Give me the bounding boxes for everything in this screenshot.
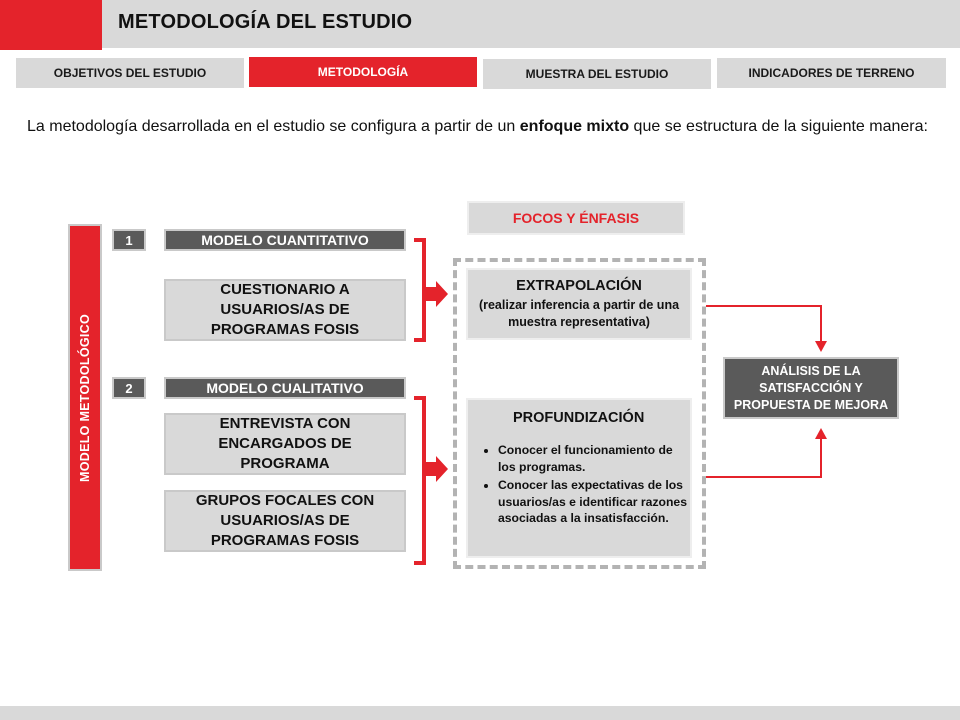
vertical-model-label: MODELO METODOLÓGICO: [78, 313, 92, 482]
intro-text-after: que se estructura de la siguiente manera:: [629, 118, 928, 135]
bracket-model1: [414, 240, 424, 340]
block-arrow-model1: [426, 281, 448, 307]
model1-box-cuestionario: CUESTIONARIO A USUARIOS/AS DE PROGRAMAS FOSIS: [164, 279, 406, 341]
model1-number: 1: [112, 229, 146, 251]
model2-title: MODELO CUALITATIVO: [164, 377, 406, 399]
intro-text-before: La metodología desarrollada en el estudio se configura a partir de un: [27, 118, 520, 135]
extrapolacion-title: EXTRAPOLACIÓN: [516, 278, 642, 294]
extrapolacion-subtitle: (realizar inferencia a partir de una muestra representativa): [478, 298, 680, 329]
tab-metodologia[interactable]: METODOLOGÍA: [249, 57, 477, 87]
arrow-profundizacion-to-analisis: [706, 438, 821, 477]
bracket-model2: [414, 398, 424, 563]
model2-box-grupos-focales: GRUPOS FOCALES CON USUARIOS/AS DE PROGRAMAS FOSIS: [164, 490, 406, 552]
arrowhead-up: [815, 428, 827, 439]
profundizacion-title: PROFUNDIZACIÓN: [513, 410, 645, 426]
intro-text-bold: enfoque mixto: [519, 118, 630, 135]
arrowhead-down: [815, 341, 827, 352]
profundizacion-bullet: • Conocer las expectativas de los usuarios/as e identificar razones asociadas a la insatisfacción.: [498, 477, 688, 527]
tab-objetivos[interactable]: OBJETIVOS DEL ESTUDIO: [16, 58, 244, 88]
block-arrow-model2: [426, 456, 448, 482]
arrow-extrapolacion-to-analisis: [706, 306, 821, 342]
analisis-box: ANÁLISIS DE LA SATISFACCIÓN Y PROPUESTA DE MEJORA: [723, 357, 899, 419]
tab-muestra[interactable]: MUESTRA DEL ESTUDIO: [483, 59, 711, 89]
model1-title: MODELO CUANTITATIVO: [164, 229, 406, 251]
model2-number: 2: [112, 377, 146, 399]
page-title: METODOLOGÍA DEL ESTUDIO: [118, 11, 413, 33]
footer-band: [0, 706, 960, 720]
tab-indicadores[interactable]: INDICADORES DE TERRENO: [717, 58, 946, 88]
model2-box-entrevista: ENTREVISTA CON ENCARGADOS DE PROGRAMA: [164, 413, 406, 475]
profundizacion-bullet: • Conocer el funcionamiento de los programas.: [498, 442, 688, 475]
focos-enfasis-header: FOCOS Y ÉNFASIS: [467, 201, 685, 235]
